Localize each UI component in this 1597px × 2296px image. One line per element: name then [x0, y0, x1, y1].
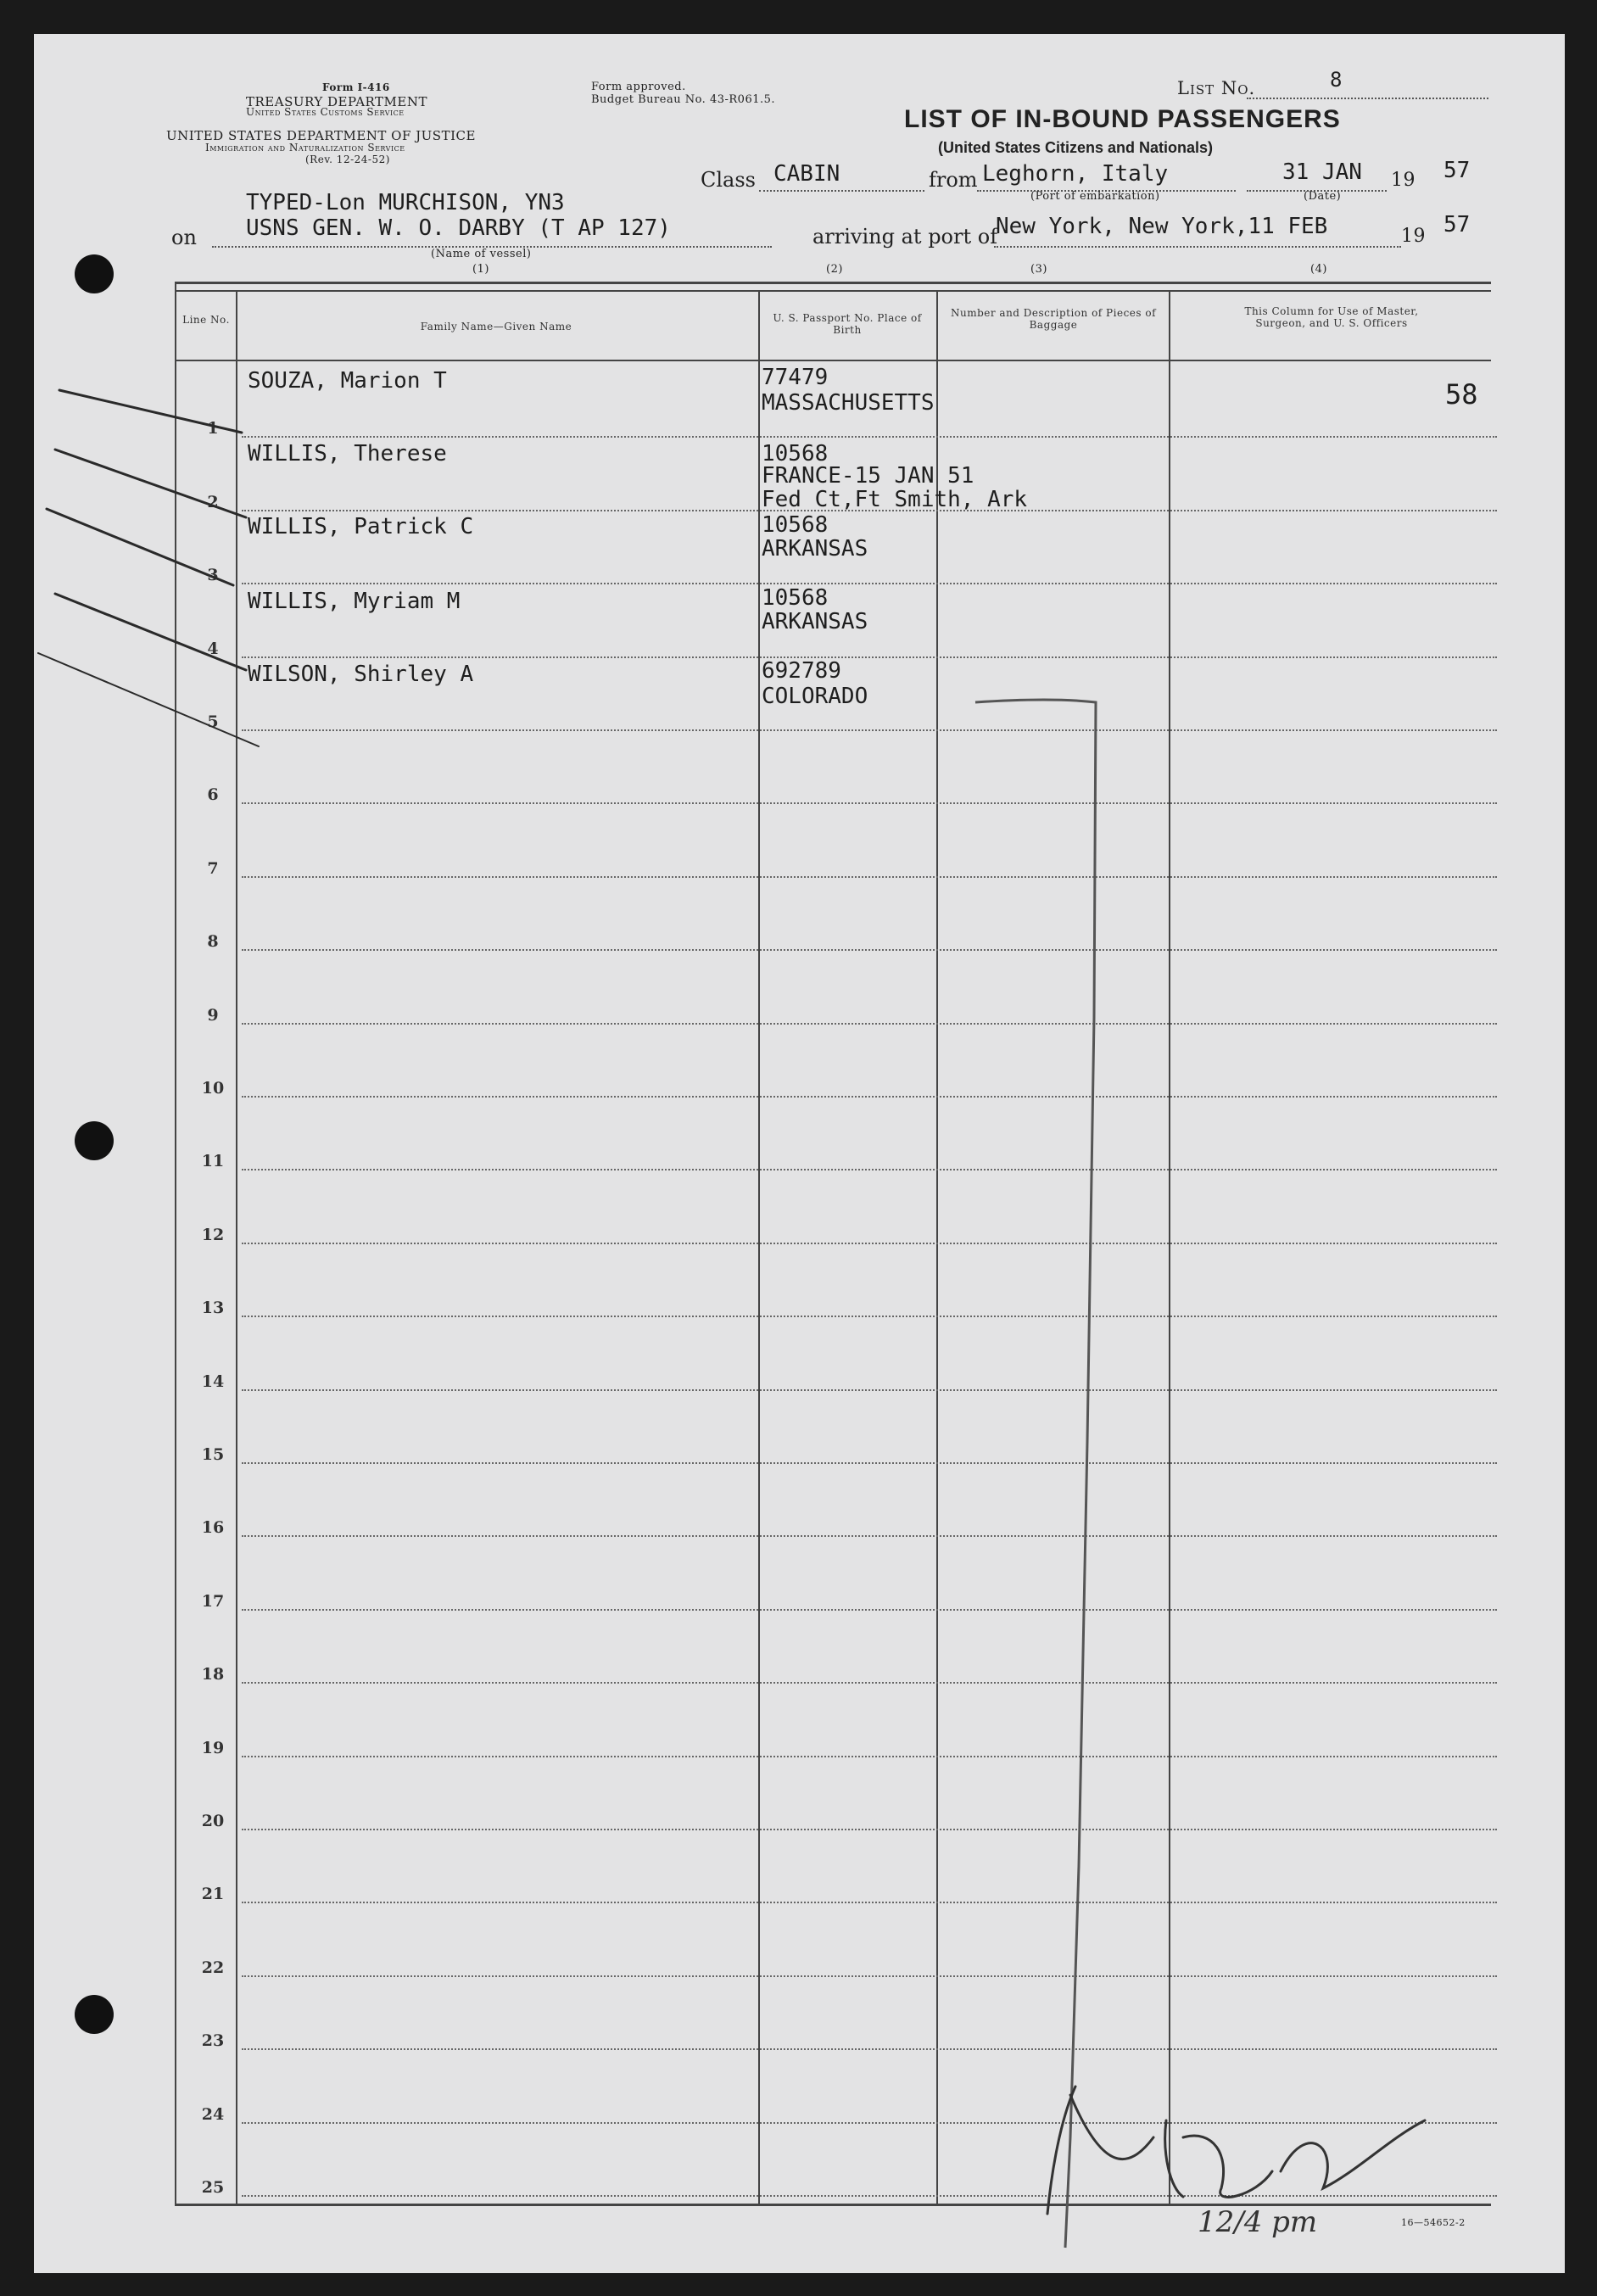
line-number: 17 [201, 1591, 225, 1611]
line-number: 16 [201, 1518, 225, 1538]
header-name: Family Name—Given Name [420, 321, 572, 332]
line-number: 22 [201, 1958, 225, 1977]
budget-bureau: Budget Bureau No. 43-R061.5. [591, 93, 776, 106]
class-label: Class [701, 168, 756, 192]
place-of-birth: ARKANSAS [762, 609, 868, 634]
place-of-birth: MASSACHUSETTS [762, 390, 935, 416]
list-number: 8 [1330, 68, 1343, 92]
line-number: 2 [207, 492, 219, 511]
form-number: Form I-416 [322, 81, 390, 93]
line-number: 19 [201, 1738, 225, 1757]
line-number: 15 [201, 1445, 225, 1464]
header-officers: This Column for Use of Master, Surgeon, and U. S. Officers [1244, 305, 1419, 329]
passport-number: 10568 [762, 585, 829, 611]
footer-code: 16—54652-2 [1401, 2217, 1466, 2228]
passenger-name: WILLIS, Therese [248, 441, 447, 466]
naturalization-note: Fed Ct,Ft Smith, Ark [762, 487, 1028, 512]
line-number: 11 [201, 1152, 225, 1171]
date-year-prefix: 19 [1391, 170, 1416, 191]
header-line-no: Line No. [182, 314, 230, 326]
place-of-birth: ARKANSAS [762, 536, 868, 561]
department-treasury: TREASURY DEPARTMENT [246, 94, 427, 109]
officer-note: 58 [1445, 378, 1478, 411]
col4-marker: (4) [1310, 263, 1327, 276]
passenger-name: WILSON, Shirley A [248, 662, 474, 687]
handwritten-signature [1047, 2087, 1425, 2214]
passport-number: 692789 [762, 658, 841, 684]
form-title: LIST OF IN-BOUND PASSENGERS [904, 105, 1341, 133]
check-mark [55, 450, 246, 517]
check-mark [47, 509, 233, 585]
department-justice: UNITED STATES DEPARTMENT OF JUSTICE [166, 128, 476, 143]
signature-note: 12/4 pm [1198, 2205, 1318, 2239]
arriving-label: arriving at port of [812, 225, 998, 249]
check-mark [38, 653, 259, 746]
line-number: 18 [201, 1665, 225, 1684]
customs-service: United States Customs Service [246, 106, 405, 118]
col1-marker: (1) [472, 263, 489, 276]
port-of-embarkation: Leghorn, Italy [982, 161, 1169, 187]
form-approved: Form approved. [591, 81, 686, 93]
line-number: 13 [201, 1299, 225, 1318]
line-number: 6 [207, 785, 219, 805]
passenger-name: SOUZA, Marion T [248, 368, 447, 394]
line-number: 5 [207, 712, 219, 731]
line-number: 10 [201, 1079, 225, 1098]
list-no-label: List No. [1177, 78, 1256, 98]
line-number: 25 [201, 2178, 225, 2197]
arrival-year-prefix: 19 [1401, 226, 1426, 247]
check-mark [59, 390, 242, 433]
col2-marker: (2) [826, 263, 843, 276]
passport-number: 77479 [762, 365, 829, 390]
line-number: 4 [207, 639, 219, 658]
line-number: 3 [207, 566, 219, 585]
ins-service: Immigration and Naturalization Service [205, 142, 405, 154]
arrival-port-date: New York, New York,11 FEB [996, 214, 1328, 239]
from-label: from [929, 168, 978, 192]
pencil-bracket-line [975, 700, 1096, 2248]
line-number: 7 [207, 858, 219, 878]
on-label: on [171, 226, 197, 249]
place-of-birth: FRANCE-15 JAN 51 [762, 463, 974, 489]
class-value: CABIN [773, 161, 840, 187]
line-number: 20 [201, 1812, 225, 1830]
line-number: 1 [207, 419, 219, 439]
passport-number: 10568 [762, 441, 829, 466]
vessel-name: USNS GEN. W. O. DARBY (T AP 127) [246, 215, 671, 241]
line-number: 21 [201, 1885, 225, 1904]
line-number: 23 [201, 2031, 225, 2051]
form-revision: (Rev. 12-24-52) [305, 154, 390, 165]
line-number: 14 [201, 1371, 225, 1391]
vessel-caption: (Name of vessel) [431, 248, 532, 260]
header-passport: U. S. Passport No. Place of Birth [773, 312, 922, 336]
form-subtitle: (United States Citizens and Nationals) [938, 139, 1214, 156]
passenger-name: WILLIS, Myriam M [248, 589, 461, 614]
date-year: 57 [1443, 158, 1471, 183]
arrival-year: 57 [1443, 212, 1471, 237]
check-mark [55, 594, 246, 670]
typed-by: TYPED-Lon MURCHISON, YN3 [246, 190, 565, 215]
date-caption: (Date) [1304, 190, 1342, 203]
departure-date: 31 JAN [1282, 159, 1362, 185]
passport-number: 10568 [762, 512, 829, 538]
line-number: 9 [207, 1005, 219, 1025]
line-number: 12 [201, 1225, 225, 1244]
header-baggage: Number and Description of Pieces of Baggage [950, 307, 1157, 331]
line-number: 8 [207, 932, 219, 952]
col3-marker: (3) [1030, 263, 1047, 276]
port-embark-caption: (Port of embarkation) [1030, 190, 1160, 203]
place-of-birth: COLORADO [762, 684, 868, 709]
passenger-name: WILLIS, Patrick C [248, 514, 474, 539]
line-number: 24 [201, 2104, 225, 2124]
